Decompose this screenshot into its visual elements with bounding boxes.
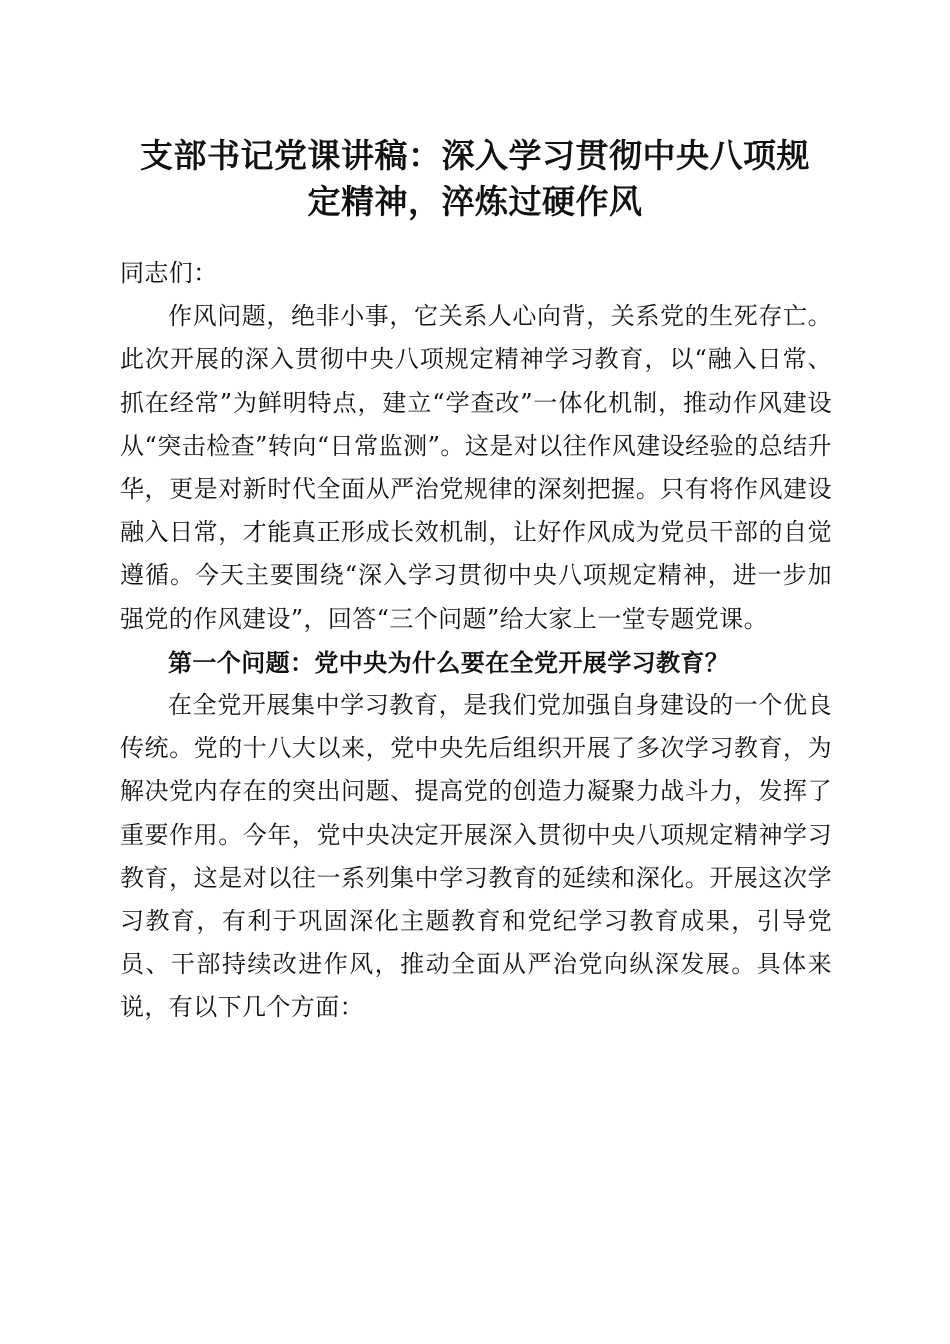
title-line-1: 支部书记党课讲稿：深入学习贯彻中央八项规 <box>140 136 810 175</box>
paragraph-section-1: 在全党开展集中学习教育，是我们党加强自身建设的一个优良传统。党的十八大以来，党中央先后组织开展了多次学习教育，为解决党内存在的突出问题、提高党的创造力凝聚力战斗力，发挥了重要作用。今年，党中央决定开展深入贯彻中央八项规定精神学习教育，这是对以往一系列集中学习教育的延续和深化。开展这次学习教育，有利于巩固深化主题教育和党纪学习教育成果，引导党员、干部持续改进作风，推动全面从严治党向纵深发展。具体来说，有以下几个方面： <box>120 691 832 1022</box>
paragraph-intro: 作风问题，绝非小事，它关系人心向背，关系党的生死存亡。此次开展的深入贯彻中央八项规定精神学习教育，以“融入日常、抓在经常”为鲜明特点，建立“学查改”一体化机制，推动作风建设从“突击检查”转向“日常监测”。这是对以往作风建设经验的总结升华，更是对新时代全面从严治党规律的深刻把握。只有将作风建设融入日常，才能真正形成长效机制，让好作风成为党员干部的自觉遵循。今天主要围绕“深入学习贯彻中央八项规定精神，进一步加强党的作风建设”，回答“三个问题”给大家上一堂专题党课。 <box>120 302 832 633</box>
section-heading-1: 第一个问题：党中央为什么要在全党开展学习教育？ <box>168 647 730 677</box>
document-body <box>120 252 832 1030</box>
salutation: 同志们： <box>120 259 218 287</box>
title-line-2: 定精神，淬炼过硬作风 <box>307 182 643 221</box>
document-title <box>100 133 850 225</box>
